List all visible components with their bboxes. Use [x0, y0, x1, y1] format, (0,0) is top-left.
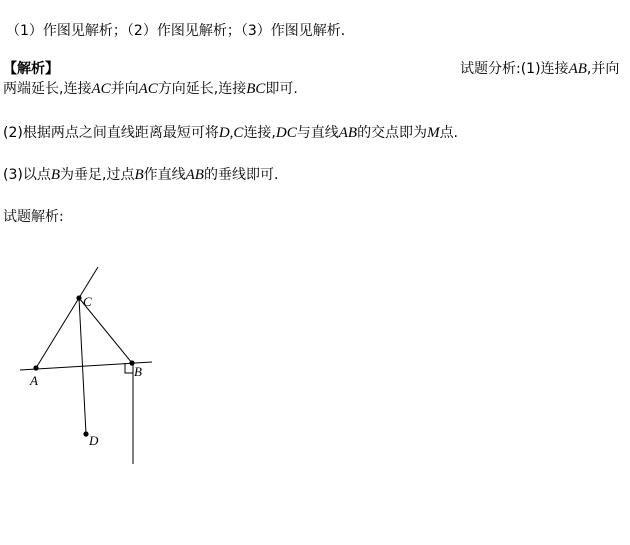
- point-c-dot: [76, 295, 81, 300]
- segment-ab: AB: [568, 61, 587, 77]
- line-ab: AB: [185, 167, 204, 183]
- text: 的垂线即可.: [203, 167, 279, 183]
- point-a-dot: [33, 365, 38, 370]
- label-d: D: [89, 433, 99, 448]
- label-a: A: [30, 373, 38, 388]
- text: (3)以点: [3, 167, 51, 183]
- answer-line: （1）作图见解析；（2）作图见解析；（3）作图见解析.: [6, 23, 346, 39]
- solution-label: 试题解析:: [3, 209, 64, 225]
- text: (2)根据两点之间直线距离最短可将: [3, 125, 219, 141]
- label-c: C: [83, 294, 92, 309]
- label-b: B: [134, 364, 142, 379]
- text: 连接,: [243, 125, 276, 141]
- points-dc: D,C: [218, 125, 244, 141]
- point-m: M: [427, 125, 440, 141]
- text: 即可.: [265, 81, 298, 97]
- text: (1)连接: [520, 61, 569, 77]
- text: 作直线: [143, 167, 186, 183]
- section-title: 【解析】: [3, 61, 59, 77]
- ray-ac: [36, 267, 98, 368]
- segment-ac: AC: [91, 81, 111, 97]
- text: 点.: [439, 125, 459, 141]
- analysis-label: 试题分析:: [460, 61, 521, 77]
- segment-dc: DC: [275, 125, 297, 141]
- text: 并向: [110, 81, 139, 97]
- text: 两端延长,连接: [3, 81, 92, 97]
- text: 的交点即为: [357, 125, 428, 141]
- point-b: B: [134, 167, 144, 183]
- line-ab: AB: [338, 125, 358, 141]
- segment-ac: AC: [138, 81, 158, 97]
- segment-bc: BC: [246, 81, 266, 97]
- text: 与直线: [296, 125, 339, 141]
- point-b: B: [50, 167, 61, 183]
- point-d-dot: [83, 431, 88, 436]
- text: 为垂足,过点: [60, 167, 135, 183]
- text: ,并向: [586, 61, 620, 77]
- text: 方向延长,连接: [157, 81, 247, 97]
